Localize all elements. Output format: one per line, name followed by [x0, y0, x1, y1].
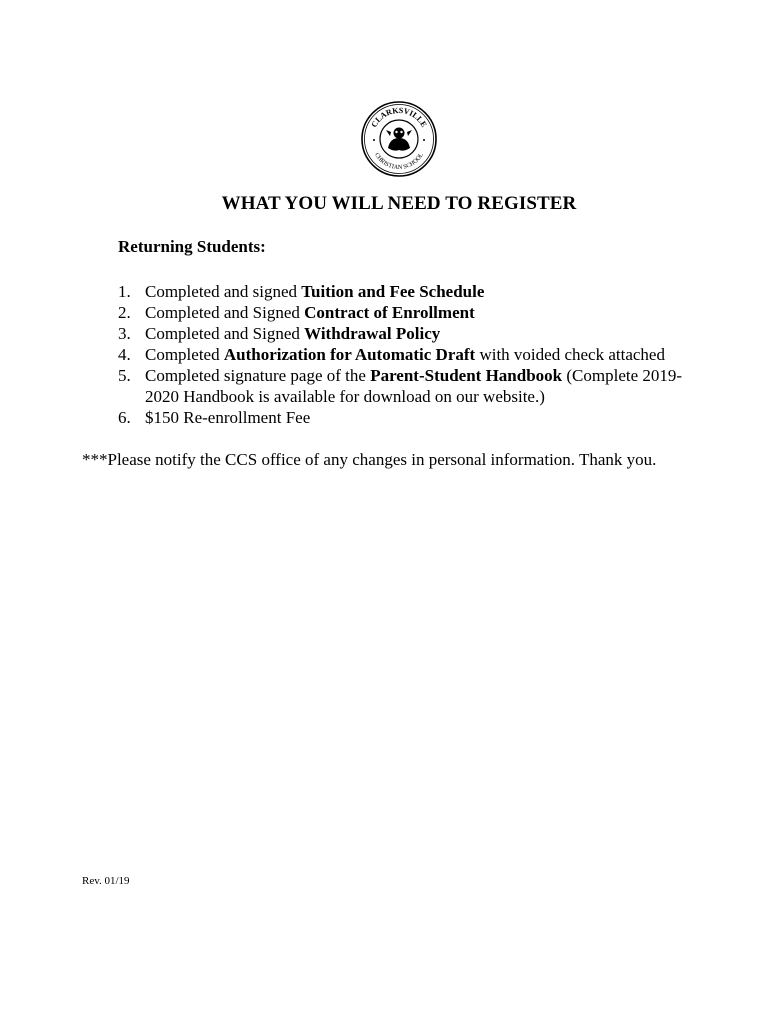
item-bold-text: Tuition and Fee Schedule — [301, 282, 485, 301]
item-number: 6. — [118, 408, 131, 427]
item-number: 1. — [118, 282, 131, 301]
list-item — [118, 281, 718, 302]
item-bold-text: Parent-Student Handbook — [370, 366, 563, 385]
item-text: Completed — [145, 345, 224, 364]
revision-label: Rev. 01/19 — [82, 875, 130, 887]
seal-emblem-icon — [360, 100, 438, 178]
list-item — [118, 407, 718, 428]
requirements-list — [118, 281, 718, 428]
seal-bottom-text: CHRISTIAN SCHOOL — [373, 151, 425, 172]
item-number: 2. — [118, 303, 131, 322]
page-title: WHAT YOU WILL NEED TO REGISTER — [221, 193, 577, 214]
item-bold-text: Contract of Enrollment — [304, 303, 475, 322]
seal-top-text: CLARKSVILLE — [369, 105, 429, 129]
list-item — [118, 323, 718, 344]
notice-text: ***Please notify the CCS office of any changes in personal information. Thank you. — [82, 450, 657, 469]
item-bold-text: Withdrawal Policy — [304, 324, 441, 343]
item-text-after: (Complete 2019- — [562, 366, 683, 385]
item-number: 3. — [118, 324, 131, 343]
section-heading: Returning Students: — [118, 237, 266, 256]
list-item — [118, 365, 718, 407]
item-bold-text: Authorization for Automatic Draft — [223, 345, 476, 364]
item-text: $150 Re-enrollment Fee — [145, 408, 311, 427]
item-continuation-text: 2020 Handbook is available for download on our website.) — [145, 387, 545, 406]
item-number: 4. — [118, 345, 131, 364]
item-text: Completed and Signed — [145, 303, 305, 322]
item-number: 5. — [118, 366, 131, 385]
list-item — [118, 302, 718, 323]
item-text: Completed signature page of the — [145, 366, 371, 385]
school-seal-logo — [360, 100, 438, 178]
item-text: Completed and signed — [145, 282, 302, 301]
item-text: Completed and Signed — [145, 324, 305, 343]
list-item — [118, 344, 718, 365]
item-text-after: with voided check attached — [475, 345, 665, 364]
